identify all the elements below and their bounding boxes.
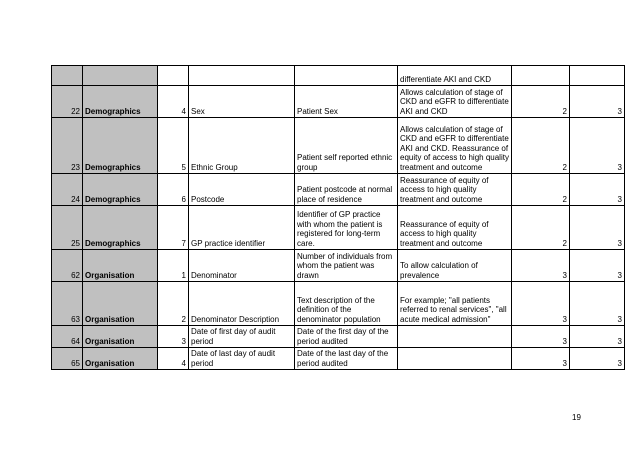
cell-value-b: 3: [570, 206, 625, 250]
cell-id: 65: [52, 348, 83, 370]
table-row: [52, 282, 625, 326]
cell-category: Organisation: [83, 348, 158, 370]
data-table: [51, 65, 625, 370]
cell-category: Demographics: [83, 86, 158, 118]
cell-value-a: 2: [512, 86, 570, 118]
cell-name: Denominator: [189, 250, 295, 282]
cell-value-a: 2: [512, 206, 570, 250]
cell-category: Demographics: [83, 118, 158, 174]
cell-value-b: 3: [570, 348, 625, 370]
cell-value-b: 3: [570, 86, 625, 118]
cell-rationale: Reassurance of equity of access to high quality treatment and outcome: [398, 174, 512, 206]
cell-name: Date of last day of audit period: [189, 348, 295, 370]
cell-value-b: 3: [570, 118, 625, 174]
cell-id: 25: [52, 206, 83, 250]
cell-category: Organisation: [83, 282, 158, 326]
cell-id: 24: [52, 174, 83, 206]
cell-value-a: 2: [512, 174, 570, 206]
cell-number: 4: [158, 86, 189, 118]
cell-number: 2: [158, 282, 189, 326]
cell-name: Postcode: [189, 174, 295, 206]
cell-number: 3: [158, 326, 189, 348]
table-row: [52, 86, 625, 118]
cell-value-b: 3: [570, 282, 625, 326]
cell-category: Organisation: [83, 326, 158, 348]
cell-number: 4: [158, 348, 189, 370]
cell-rationale: Allows calculation of stage of CKD and eGFR to differentiate AKI and CKD. Reassurance of equity of access to high quality treatment and outcome: [398, 118, 512, 174]
cell-rationale: Reassurance of equity of access to high quality treatment and outcome: [398, 206, 512, 250]
cell-name: Ethnic Group: [189, 118, 295, 174]
cell-number: 7: [158, 206, 189, 250]
cell-description: Patient self reported ethnic group: [295, 118, 398, 174]
cell-value-b: 3: [570, 250, 625, 282]
table-row: [52, 348, 625, 370]
table-row: [52, 326, 625, 348]
cell-category: Demographics: [83, 174, 158, 206]
table-row: [52, 250, 625, 282]
cell-description: Date of the last day of the period audited: [295, 348, 398, 370]
cell-value-a: [512, 66, 570, 86]
cell-rationale: [398, 326, 512, 348]
cell-rationale: [398, 348, 512, 370]
cell-rationale: For example; "all patients referred to renal services", "all acute medical admission": [398, 282, 512, 326]
table-row: [52, 174, 625, 206]
cell-name: Sex: [189, 86, 295, 118]
cell-id: 64: [52, 326, 83, 348]
cell-name: Denominator Description: [189, 282, 295, 326]
cell-description: Patient postcode at normal place of residence: [295, 174, 398, 206]
table-row: [52, 66, 625, 86]
cell-id: 63: [52, 282, 83, 326]
cell-rationale: differentiate AKI and CKD: [398, 66, 512, 86]
cell-value-b: 3: [570, 326, 625, 348]
cell-id: 22: [52, 86, 83, 118]
cell-id: 62: [52, 250, 83, 282]
page-number: 19: [572, 413, 581, 422]
cell-number: [158, 66, 189, 86]
table-row: [52, 206, 625, 250]
cell-rationale: To allow calculation of prevalence: [398, 250, 512, 282]
cell-value-b: 3: [570, 174, 625, 206]
cell-category: [83, 66, 158, 86]
cell-value-a: 3: [512, 348, 570, 370]
cell-rationale: Allows calculation of stage of CKD and eGFR to differentiate AKI and CKD: [398, 86, 512, 118]
cell-id: [52, 66, 83, 86]
cell-description: [295, 66, 398, 86]
cell-id: 23: [52, 118, 83, 174]
cell-description: Identifier of GP practice with whom the patient is registered for long-term care.: [295, 206, 398, 250]
cell-description: Date of the first day of the period audited: [295, 326, 398, 348]
cell-category: Demographics: [83, 206, 158, 250]
cell-value-a: 3: [512, 250, 570, 282]
cell-value-b: [570, 66, 625, 86]
cell-number: 1: [158, 250, 189, 282]
cell-value-a: 2: [512, 118, 570, 174]
cell-name: Date of first day of audit period: [189, 326, 295, 348]
cell-value-a: 3: [512, 282, 570, 326]
cell-number: 6: [158, 174, 189, 206]
cell-description: Patient Sex: [295, 86, 398, 118]
cell-name: [189, 66, 295, 86]
cell-number: 5: [158, 118, 189, 174]
cell-category: Organisation: [83, 250, 158, 282]
cell-value-a: 3: [512, 326, 570, 348]
cell-name: GP practice identifier: [189, 206, 295, 250]
table-row: [52, 118, 625, 174]
cell-description: Text description of the definition of the denominator population: [295, 282, 398, 326]
cell-description: Number of individuals from whom the patient was drawn: [295, 250, 398, 282]
